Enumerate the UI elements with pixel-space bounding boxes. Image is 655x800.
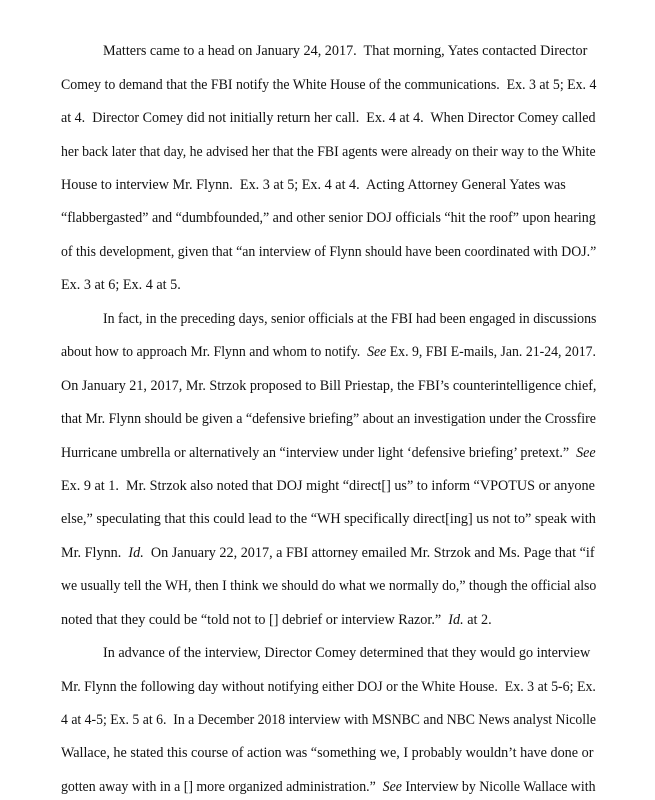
paragraph-1-line-8: Ex. 3 at 6; Ex. 4 at 5. — [61, 277, 181, 293]
paragraph-2-line-1: In fact, in the preceding days, senior officials at the FBI had been engaged in discussions — [103, 311, 597, 327]
paragraph-1-line-3: at 4. Director Comey did not initially return her call. Ex. 4 at 4. When Director Comey called — [61, 110, 596, 126]
paragraph-2-line-9: we usually tell the WH, then I think we should do what we normally do,” though the official also — [61, 578, 597, 594]
paragraph-1-line-4: her back later that day, he advised her that the FBI agents were already on their way to the White — [61, 144, 596, 160]
paragraph-1-line-1: Matters came to a head on January 24, 2017. That morning, Yates contacted Director — [103, 43, 588, 59]
paragraph-3-line-3: 4 at 4-5; Ex. 5 at 6. In a December 2018 interview with MSNBC and NBC News analyst Nicolle — [61, 712, 597, 728]
paragraph-2-line-4: that Mr. Flynn should be given a “defensive briefing” about an investigation under the Crossfire — [61, 411, 596, 427]
paragraph-2-line-8: Mr. Flynn. Id. On January 22, 2017, a FBI attorney emailed Mr. Strzok and Ms. Page that “if — [61, 545, 595, 561]
paragraph-2-line-3: On January 21, 2017, Mr. Strzok proposed to Bill Priestap, the FBI’s counterintelligence chief, — [61, 378, 597, 394]
paragraph-3-line-2: Mr. Flynn the following day without notifying either DOJ or the White House. Ex. 3 at 5-6; Ex. — [61, 679, 596, 695]
paragraph-2-line-7: else,” speculating that this could lead to the “WH specifically direct[ing] us not to” speak with — [61, 511, 596, 527]
paragraph-3-line-5: gotten away with in a [] more organized administration.” See Interview by Nicolle Wallace with — [61, 779, 596, 795]
paragraph-2-line-10: noted that they could be “told not to [] debrief or interview Razor.” Id. at 2. — [61, 612, 492, 628]
paragraph-1-line-5: House to interview Mr. Flynn. Ex. 3 at 5; Ex. 4 at 4. Acting Attorney General Yates was — [61, 177, 566, 193]
paragraph-2-line-2: about how to approach Mr. Flynn and whom to notify. See Ex. 9, FBI E-mails, Jan. 21-24, 2017. — [61, 344, 596, 360]
paragraph-1-line-7: of this development, given that “an interview of Flynn should have been coordinated with DOJ.” — [61, 244, 597, 260]
paragraph-2-line-6: Ex. 9 at 1. Mr. Strzok also noted that DOJ might “direct[] us” to inform “VPOTUS or anyone — [61, 478, 595, 494]
paragraph-2-line-5: Hurricane umbrella or alternatively an “interview under light ‘defensive briefing’ pretext.” See — [61, 445, 596, 461]
paragraph-3-line-4: Wallace, he stated this course of action was “something we, I probably wouldn’t have done or — [61, 745, 594, 761]
paragraph-1-line-6: “flabbergasted” and “dumbfounded,” and other senior DOJ officials “hit the roof” upon hearing — [61, 210, 596, 226]
paragraph-3-line-1: In advance of the interview, Director Comey determined that they would go interview — [103, 645, 591, 661]
paragraph-1-line-2: Comey to demand that the FBI notify the White House of the communications. Ex. 3 at 5; Ex. 4 — [61, 77, 597, 93]
